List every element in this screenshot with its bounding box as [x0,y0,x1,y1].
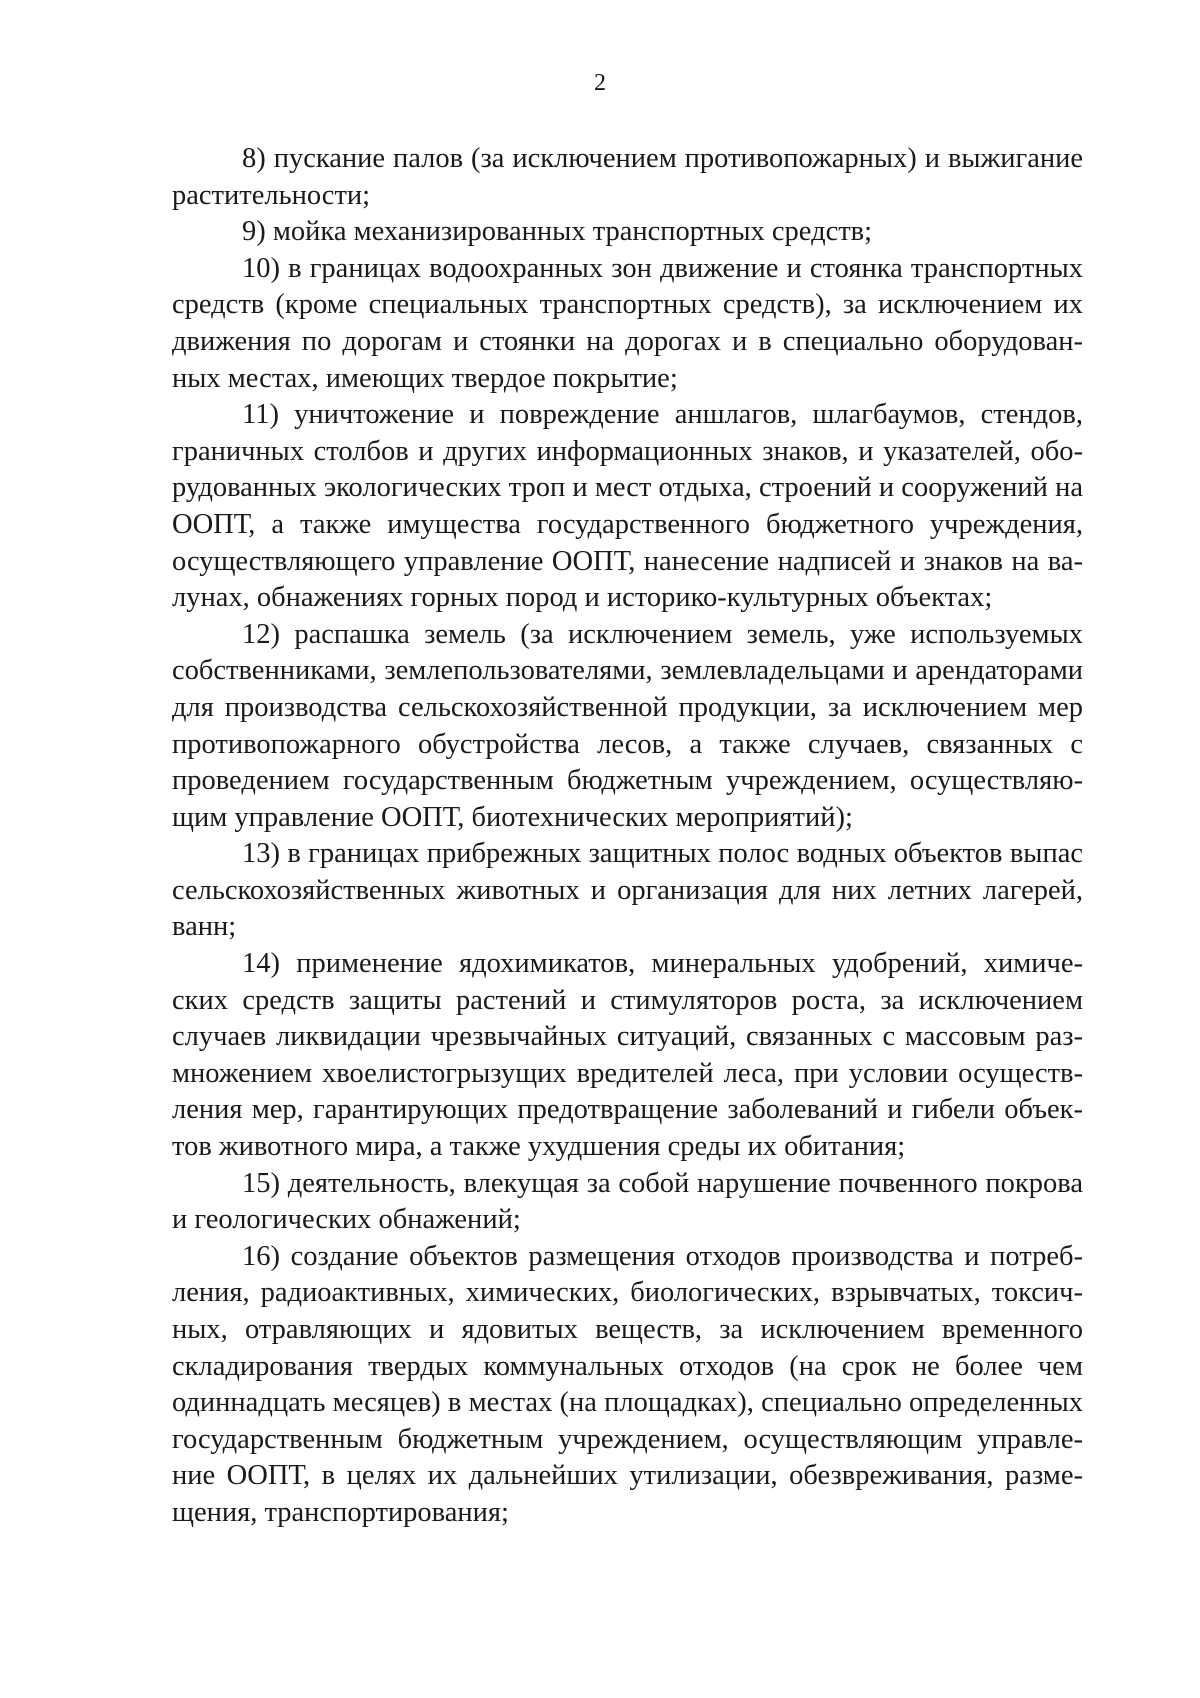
paragraph-item-10: 10) в границах водоохранных зон движение и стоянка транспортных средств (кроме специальных транспортных средств), за исключением их движения по дорогам и стоянки на дорогах и в специально оборудованных местах, имеющих твердое покрытие; [172,252,1083,394]
page-number: 2 [594,70,606,96]
paragraph-item-16: 16) создание объектов размещения отходов производства и потребления, радиоактивных, химических, биологических, взрывчатых, токсичных, отравляющих и ядовитых веществ, за исключением временного складирования твердых коммунальных отходов (на срок не более чем одиннадцать месяцев) в местах (на площадках), специально определенных государственным бюджетным учреждением, осуществляющим управление ООПТ, в целях их дальнейших утилизации, обезвреживания, размещения, транспортирования; [172,1240,1083,1528]
paragraph-item-15: 15) деятельность, влекущая за собой нарушение почвенного покрова и геологических обнажений; [172,1167,1083,1236]
paragraph-item-12: 12) распашка земель (за исключением земель, уже используемых собственниками, землепользователями, землевладельцами и арендаторами для производства сельскохозяйственной продукции, за исключением мер противопожарного обустройства лесов, а также случаев, связанных с проведением государственным бюджетным учреждением, осуществляющим управление ООПТ, биотехнических мероприятий); [172,618,1083,833]
paragraph-item-11: 11) уничтожение и повреждение аншлагов, шлагбаумов, стендов, граничных столбов и других информационных знаков, и указателей, оборудованных экологических троп и мест отдыха, строений и сооружений на ООПТ, а также имущества государственного бюджетного учреждения, осуществляющего управление ООПТ, нанесение надписей и знаков на валунах, обнажениях горных пород и историко-культурных объектах; [172,399,1083,614]
paragraph-item-14: 14) применение ядохимикатов, минеральных удобрений, химических средств защиты растений и стимуляторов роста, за исключением случаев ликвидации чрезвычайных ситуаций, связанных с массовым размножением хвоелистогрызущих вредителей леса, при условии осуществления мер, гарантирующих предотвращение заболеваний и гибели объектов животного мира, а также ухудшения среды их обитания; [172,948,1083,1163]
paragraph-item-13: 13) в границах прибрежных защитных полос водных объектов выпас сельскохозяйственных животных и организация для них летних лагерей, ванн; [172,838,1083,943]
paragraph-item-9: 9) мойка механизированных транспортных средств; [242,216,873,248]
paragraph-item-8: 8) пускание палов (за исключением противопожарных) и выжигание растительности; [172,143,1083,211]
document-body [172,141,1083,1532]
